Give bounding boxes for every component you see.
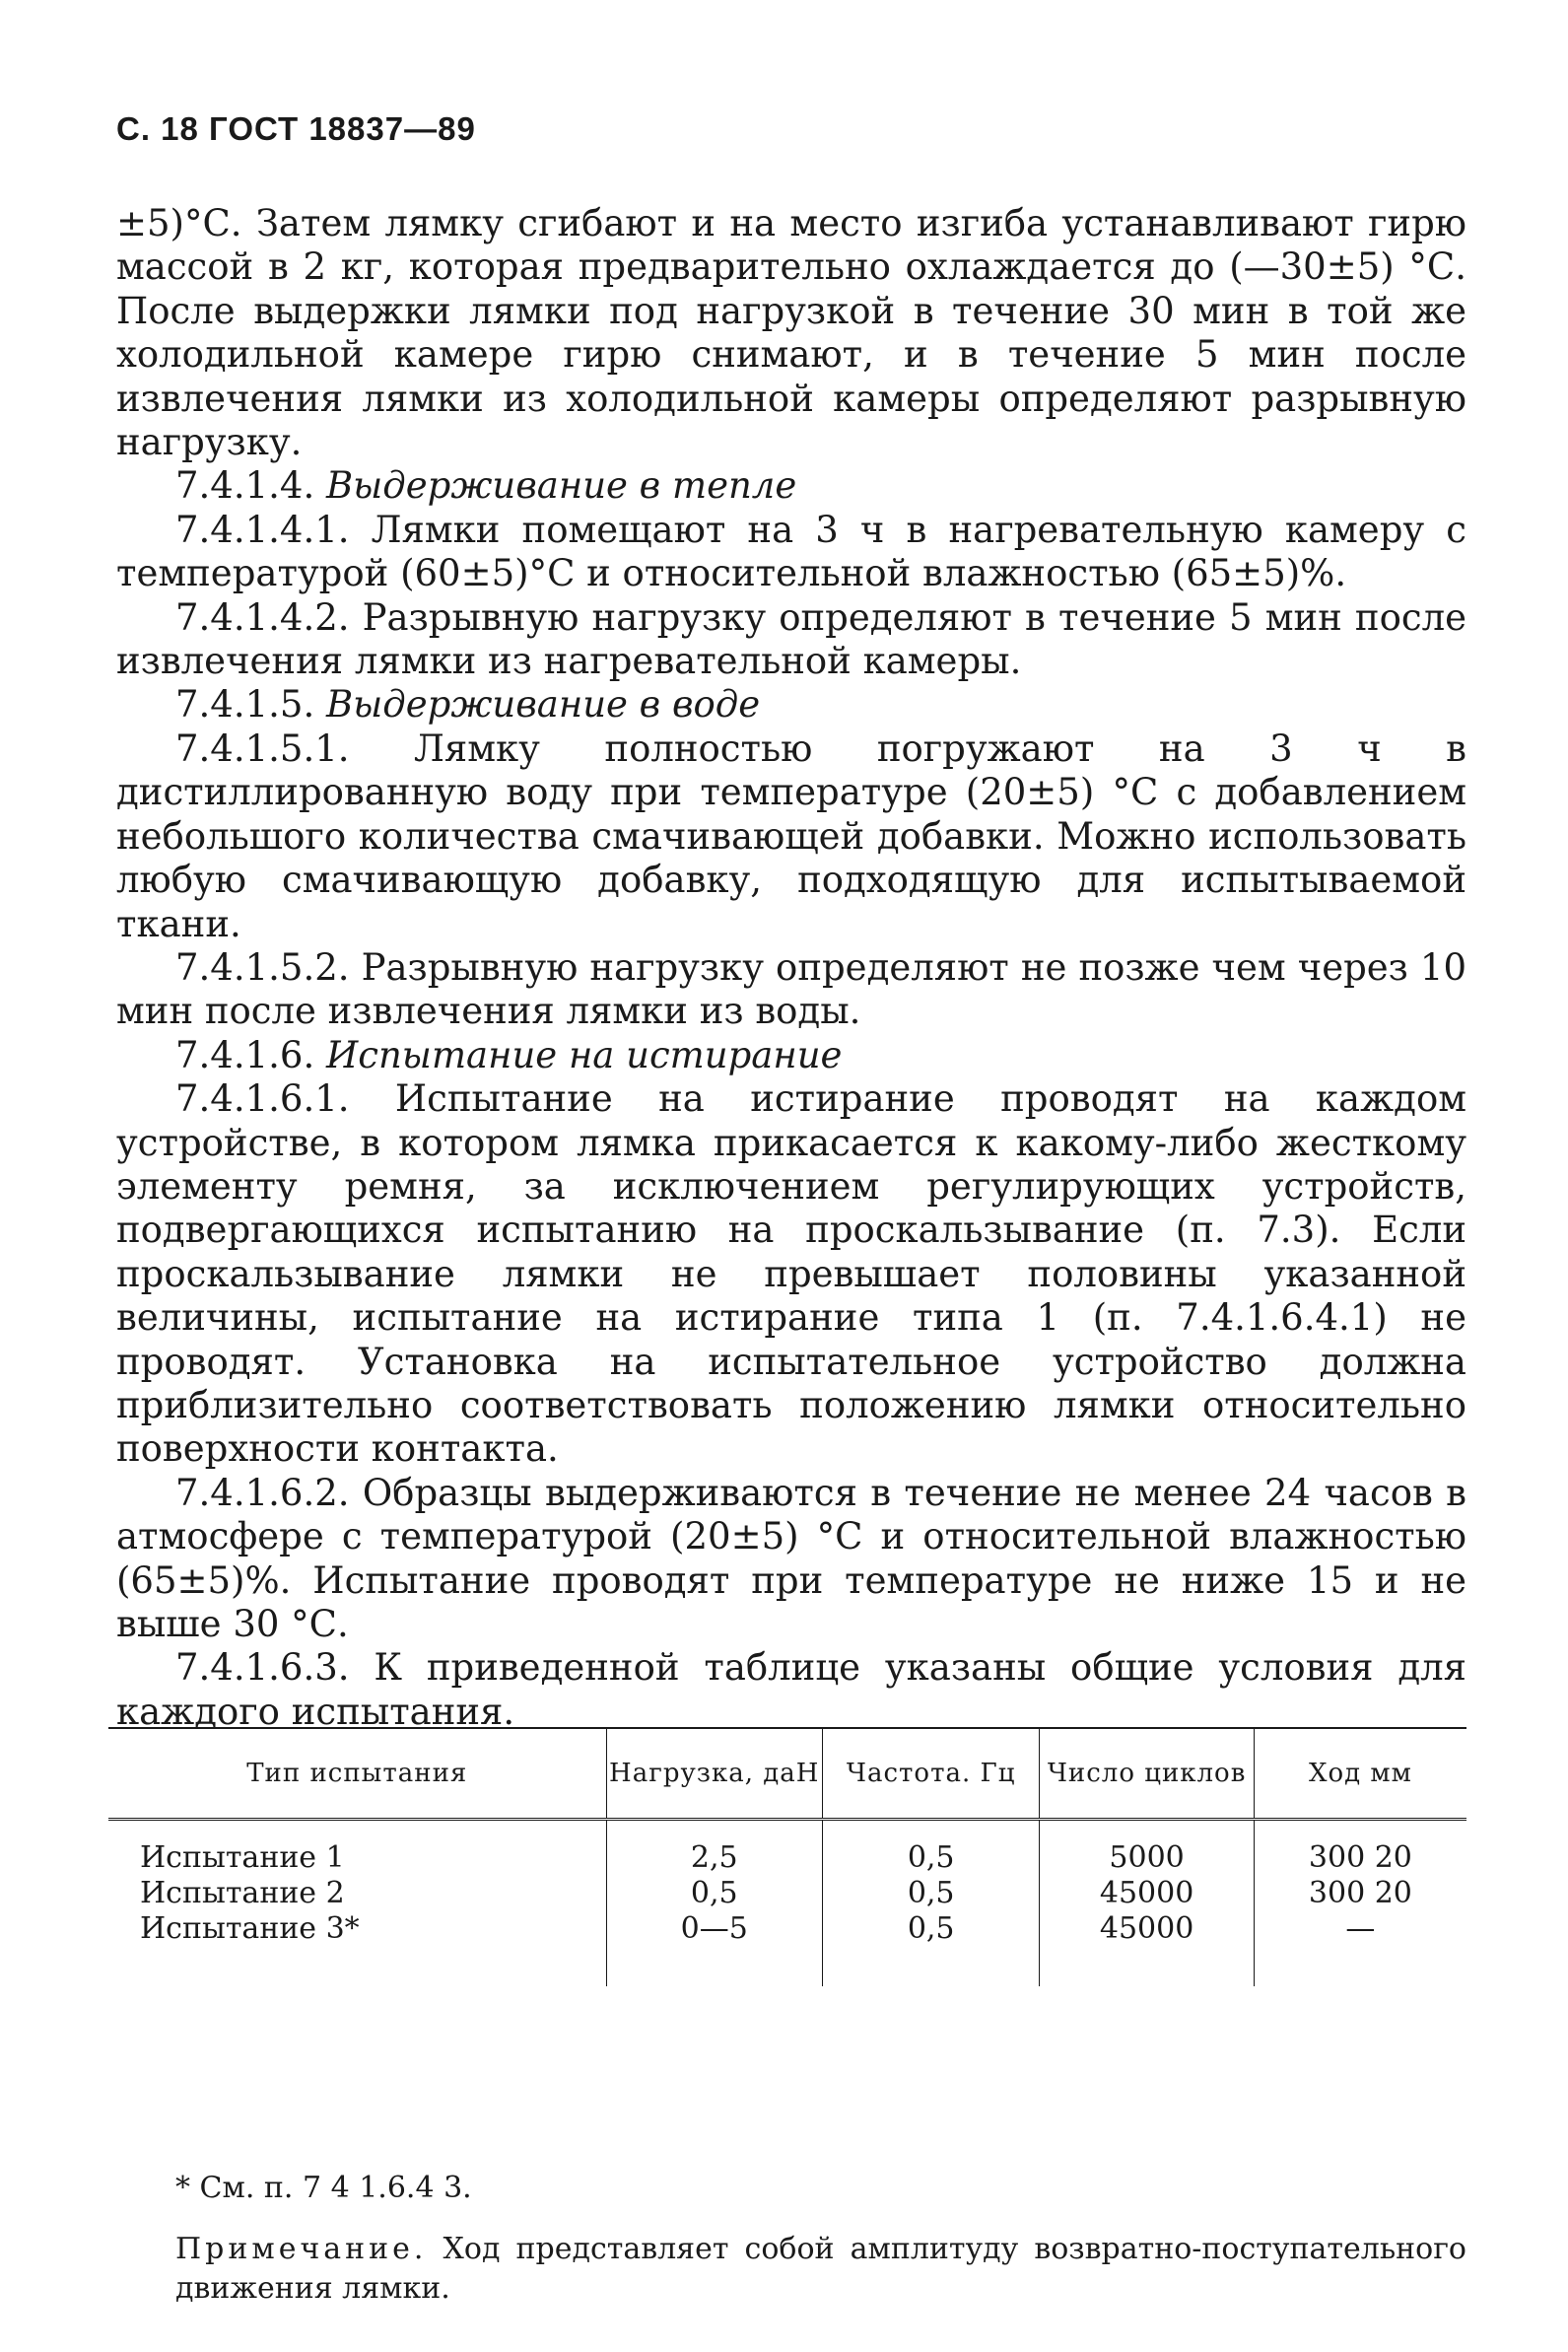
section-title: Выдерживание в воде: [325, 683, 761, 726]
header-stroke: Ход мм: [1254, 1728, 1466, 1820]
cell-test-type: Испытание 1: [140, 1840, 345, 1875]
table-footnote: * См. п. 7 4 1.6.4 3.: [175, 2171, 472, 2205]
note-text: Ход представляет собой амплитуду возвратно-поступательного движения лямки.: [175, 2232, 1466, 2306]
cell-test-type: Испытание 3*: [140, 1911, 360, 1946]
column-load: [606, 1820, 822, 1987]
column-stroke: [1254, 1820, 1466, 1987]
section-number: 7.4.1.5.: [175, 683, 315, 726]
table-header-row: [108, 1728, 1466, 1820]
section-heading: [116, 464, 1466, 508]
paragraph: 7.4.1.5.1. Лямку полностью погружают на 3 ч в дистиллированную воду при температуре (20±5) °С с добавлением небольшого количества смачивающей добавки. Можно использовать любую смачивающую добавку, подходящую для испытываемой ткани.: [116, 726, 1466, 945]
cell-cycles: 5000: [1109, 1840, 1185, 1875]
test-conditions-table: [108, 1727, 1466, 1986]
note-label: Примечание.: [175, 2232, 428, 2266]
table-note: [175, 2230, 1466, 2309]
cell-stroke: 300 20: [1308, 1840, 1412, 1875]
cell-frequency: 0,5: [907, 1911, 955, 1946]
body-text: [116, 202, 1466, 1734]
paragraph: 7.4.1.6.2. Образцы выдерживаются в течение не менее 24 часов в атмосфере с температурой (20±5) °С и относительной влажностью (65±5)%. Испытание проводят при температуре не ниже 15 и не выше 30 °С.: [116, 1471, 1466, 1645]
cell-load: 0,5: [690, 1876, 738, 1910]
header-frequency: Частота. Гц: [822, 1728, 1039, 1820]
cell-frequency: 0,5: [907, 1840, 955, 1875]
section-heading: [116, 1034, 1466, 1077]
note-paragraph: [175, 2230, 1466, 2309]
paragraph: 7.4.1.6.1. Испытание на истирание проводят на каждом устройстве, в котором лямка прикасается к какому-либо жесткому элементу ремня, за исключением регулирующих устройств, подвергающихся испытанию на проскальзывание (п. 7.3). Если проскальзывание лямки не превышает половины указанной величины, испытание на истирание типа 1 (п. 7.4.1.6.4.1) не проводят. Установка на испытательное устройство должна приблизительно соответствовать положению лямки относительно поверхности контакта.: [116, 1077, 1466, 1471]
cell-frequency: 0,5: [907, 1876, 955, 1910]
cell-cycles: 45000: [1099, 1876, 1194, 1910]
cell-stroke: —: [1345, 1911, 1376, 1946]
section-number: 7.4.1.6.: [175, 1033, 315, 1076]
header-test-type: Тип испытания: [108, 1728, 606, 1820]
paragraph: 7.4.1.4.2. Разрывную нагрузку определяют в течение 5 мин после извлечения лямки из нагревательной камеры.: [116, 595, 1466, 683]
cell-test-type: Испытание 2: [140, 1876, 345, 1910]
cell-stroke: 300 20: [1308, 1876, 1412, 1910]
section-number: 7.4.1.4.: [175, 464, 315, 508]
cell-cycles: 45000: [1099, 1911, 1194, 1946]
paragraph: 7.4.1.5.2. Разрывную нагрузку определяют не позже чем через 10 мин после извлечения лямки из воды.: [116, 945, 1466, 1033]
section-title: Выдерживание в тепле: [325, 464, 797, 508]
cell-load: 0—5: [680, 1911, 748, 1946]
column-test-type: [108, 1820, 606, 1987]
header-load: Нагрузка, даН: [606, 1728, 822, 1820]
header-cycles: Число циклов: [1040, 1728, 1254, 1820]
paragraph: 7.4.1.6.3. К приведенной таблице указаны общие условия для каждого испытания.: [116, 1646, 1466, 1733]
paragraph: ±5)°С. Затем лямку сгибают и на место изгиба устанавливают гирю массой в 2 кг, которая предварительно охлаждается до (—30±5) °С. После выдержки лямки под нагрузкой в течение 30 мин в той же холодильной камере гирю снимают, и в течение 5 мин после извлечения лямки из холодильной камеры определяют разрывную нагрузку.: [116, 202, 1466, 464]
table-row: [108, 1820, 1466, 1987]
page-header: С. 18 ГОСТ 18837—89: [116, 110, 476, 147]
section-heading: [116, 683, 1466, 726]
cell-load: 2,5: [690, 1840, 738, 1875]
section-title: Испытание на истирание: [325, 1033, 843, 1076]
column-cycles: [1040, 1820, 1254, 1987]
paragraph: 7.4.1.4.1. Лямки помещают на 3 ч в нагревательную камеру с температурой (60±5)°С и относительной влажностью (65±5)%.: [116, 508, 1466, 595]
column-frequency: [822, 1820, 1039, 1987]
